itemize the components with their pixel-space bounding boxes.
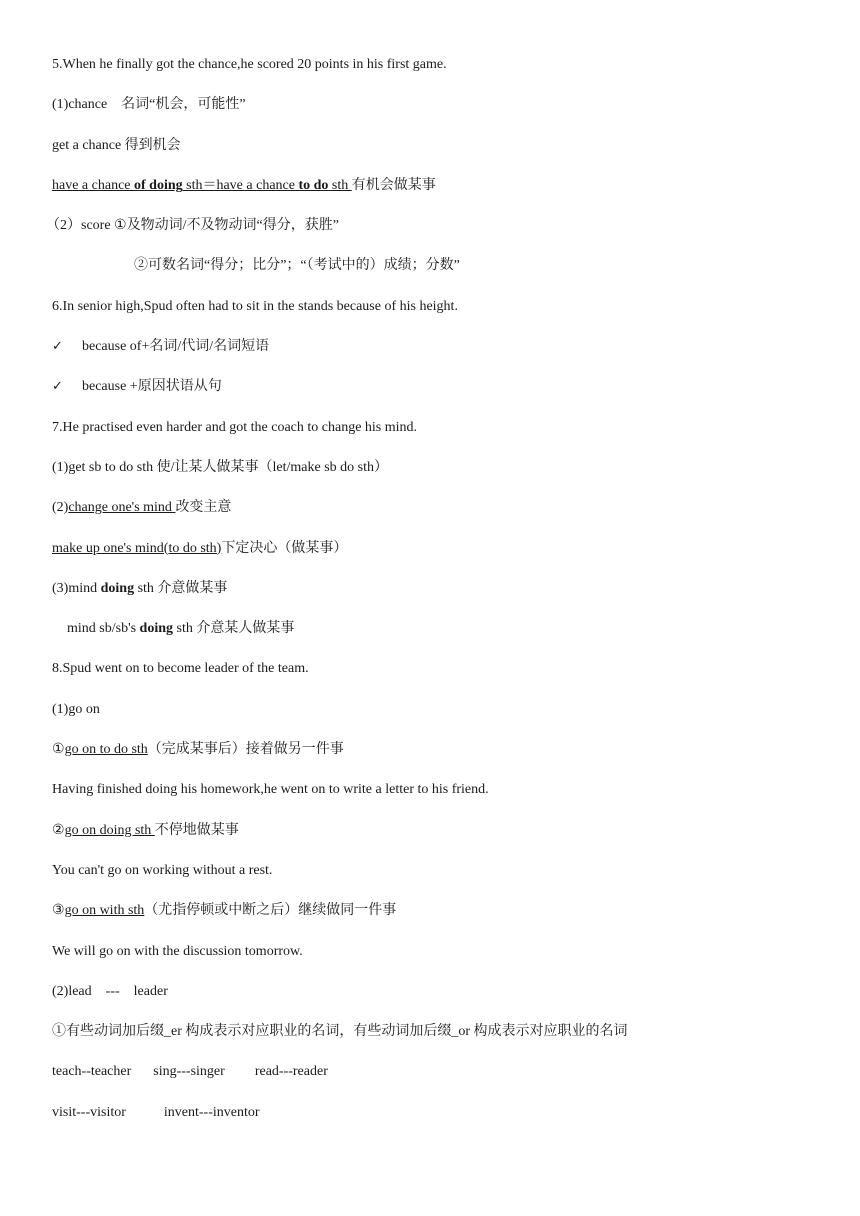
example-go-on-with: We will go on with the discussion tomorrow. <box>52 943 303 959</box>
note-go-on-doing: ②go on doing sth 不停地做某事 <box>52 822 239 838</box>
bullet-because-of: ✓ because of+名词/代词/名词短语 <box>52 336 832 376</box>
note-score-verb: （2）score ①及物动词/不及物动词“得分，获胜” <box>46 218 339 234</box>
note-go-on-to-do: ①go on to do sth（完成某事后）接着做另一件事 <box>52 742 344 758</box>
sentence-6: 6.In senior high,Spud often had to sit in the stands because of his height. <box>52 298 458 314</box>
checkmark-icon: ✓ <box>52 379 63 395</box>
note-mind-doing: (3)mind doing sth 介意做某事 <box>52 580 228 596</box>
note-get-a-chance: get a chance 得到机会 <box>52 137 181 153</box>
document-page <box>46 54 832 1142</box>
note-make-up-mind: make up one's mind(to do sth)下定决心（做某事） <box>52 540 348 556</box>
note-go-on: (1)go on <box>52 701 100 717</box>
sentence-7: 7.He practised even harder and got the coach to change his mind. <box>52 419 418 435</box>
sentence-8: 8.Spud went on to become leader of the team. <box>52 661 309 677</box>
note-mind-sb-doing: mind sb/sb's doing sth 介意某人做某事 <box>67 621 295 637</box>
bullet-because: ✓ because +原因状语从句 <box>52 376 832 416</box>
note-chance: (1)chance 名词“机会，可能性” <box>52 97 246 113</box>
checkmark-icon: ✓ <box>52 339 63 355</box>
note-score-noun: ②可数名词“得分；比分”；“（考试中的）成绩；分数” <box>134 258 460 274</box>
example-go-on-doing: You can't go on working without a rest. <box>52 862 273 878</box>
note-suffix-er-or: ①有些动词加后缀_er 构成表示对应职业的名词，有些动词加后缀_or 构成表示对应职业的名词 <box>52 1024 628 1040</box>
note-go-on-with: ③go on with sth（尤指停顿或中断之后）继续做同一件事 <box>52 903 397 919</box>
note-have-a-chance: have a chance of doing sth＝have a chance to do sth 有机会做某事 <box>52 177 436 193</box>
example-go-on-to-do: Having finished doing his homework,he went on to write a letter to his friend. <box>52 782 489 798</box>
examples-er: teach--teacher sing---singer read---reader <box>52 1064 328 1080</box>
note-get-sb-to-do: (1)get sb to do sth 使/让某人做某事（let/make sb do sth） <box>52 459 388 475</box>
note-lead-leader: (2)lead --- leader <box>52 983 168 999</box>
sentence-5: 5.When he finally got the chance,he scored 20 points in his first game. <box>52 57 447 72</box>
examples-or: visit---visitor invent---inventor <box>52 1104 260 1120</box>
note-change-mind: (2)change one's mind 改变主意 <box>52 500 232 516</box>
